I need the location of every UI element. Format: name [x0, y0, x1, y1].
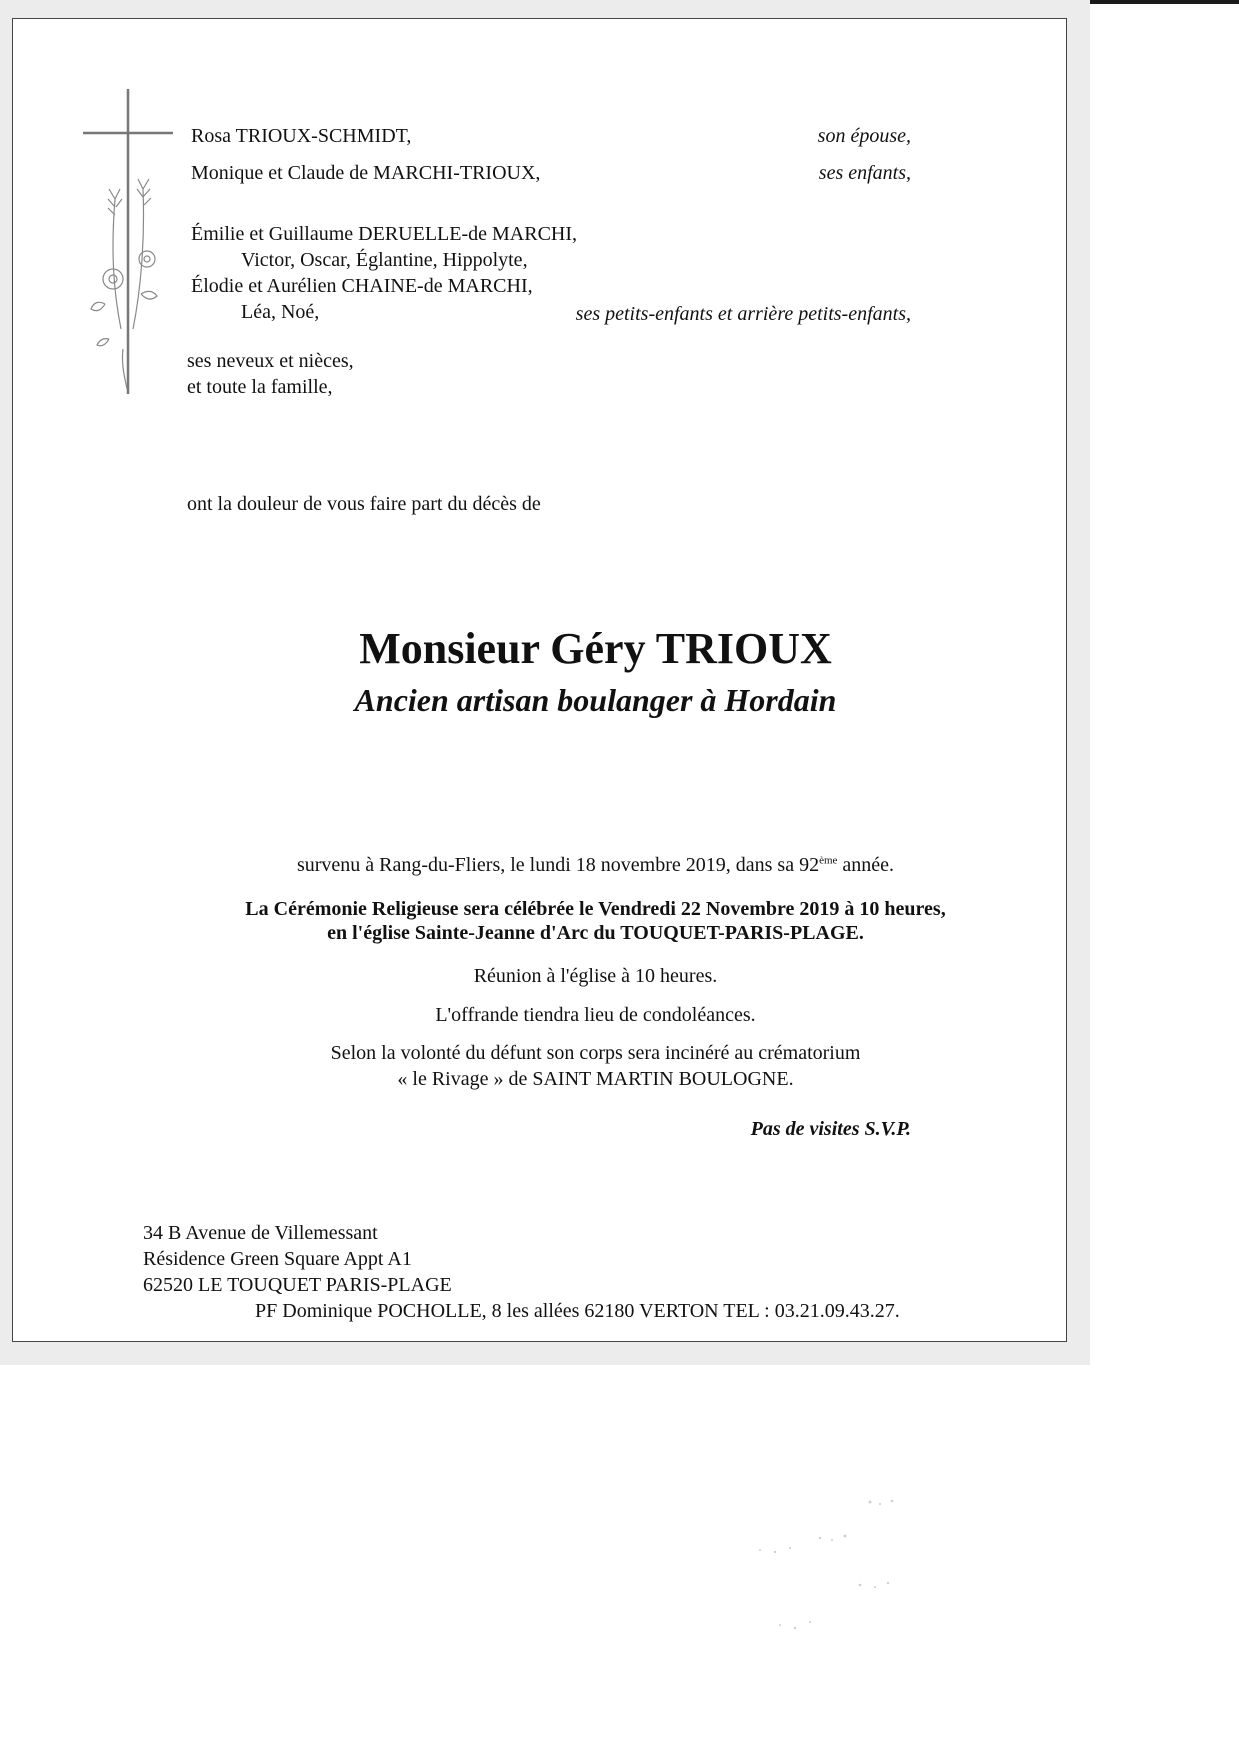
address-line-2: Résidence Green Square Appt A1	[143, 1248, 412, 1270]
death-details-ordinal: ème	[819, 854, 838, 867]
offering-text: L'offrande tiendra lieu de condoléances.	[435, 1004, 756, 1026]
family-role-children: ses enfants,	[818, 162, 911, 184]
reunion-text: Réunion à l'église à 10 heures.	[473, 965, 718, 987]
address-line-3: 62520 LE TOUQUET PARIS-PLAGE	[143, 1274, 452, 1296]
family-line-great-grandchildren-2: Léa, Noé,	[241, 301, 320, 323]
family-line-great-grandchildren-1: Victor, Oscar, Églantine, Hippolyte,	[241, 249, 528, 271]
family-line-nephews: ses neveux et nièces,	[187, 350, 354, 372]
deceased-name: Monsieur Géry TRIOUX	[359, 624, 832, 673]
ceremony-line-2: en l'église Sainte-Jeanne d'Arc du TOUQUET-PARIS-PLAGE.	[327, 922, 864, 944]
scan-specks	[720, 1490, 980, 1650]
announcement-text: ont la douleur de vous faire part du décès de	[187, 493, 541, 515]
cremation-line-2: « le Rivage » de SAINT MARTIN BOULOGNE.	[397, 1068, 794, 1090]
death-details-end: année.	[837, 854, 895, 876]
family-line-whole-family: et toute la famille,	[187, 376, 333, 398]
death-details-main: survenu à Rang-du-Fliers, le lundi 18 novembre 2019, dans sa 92	[296, 854, 820, 876]
death-details	[13, 853, 1178, 877]
no-visits-text: Pas de visites S.V.P.	[750, 1118, 911, 1140]
scan-edge-rule	[1090, 0, 1239, 4]
family-role-wife: son épouse,	[817, 125, 911, 147]
ceremony-line-1: La Cérémonie Religieuse sera célébrée le Vendredi 22 Novembre 2019 à 10 heures,	[245, 898, 946, 920]
deceased-title: Ancien artisan boulanger à Hordain	[354, 682, 837, 718]
family-line-grandchild-2: Élodie et Aurélien CHAINE-de MARCHI,	[191, 275, 533, 297]
cross-with-flowers-icon	[83, 89, 193, 419]
address-line-1: 34 B Avenue de Villemessant	[143, 1222, 378, 1244]
family-role-grandchildren: ses petits-enfants et arrière petits-enfants,	[575, 303, 911, 325]
funeral-notice-card	[12, 18, 1067, 1342]
cremation-line-1: Selon la volonté du défunt son corps sera incinéré au crématorium	[330, 1042, 861, 1064]
family-line-grandchild-1: Émilie et Guillaume DERUELLE-de MARCHI,	[191, 223, 578, 245]
family-line-children: Monique et Claude de MARCHI-TRIOUX,	[191, 162, 541, 184]
funeral-home-text: PF Dominique POCHOLLE, 8 les allées 62180 VERTON TEL : 03.21.09.43.27.	[255, 1300, 900, 1322]
family-line-wife: Rosa TRIOUX-SCHMIDT,	[191, 125, 412, 147]
